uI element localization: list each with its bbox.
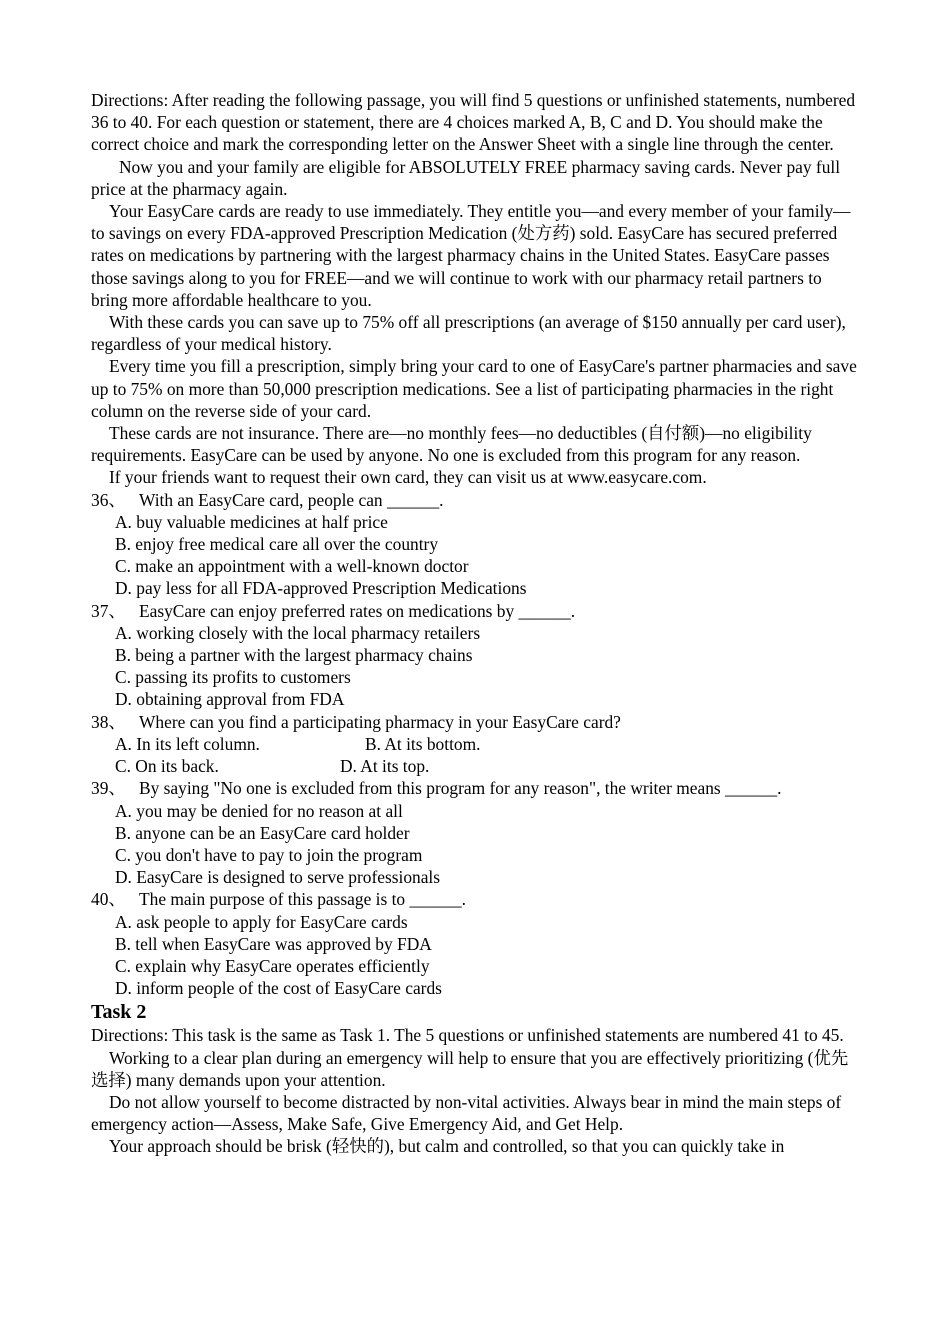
question-number: 39、: [91, 778, 126, 799]
options-row-ab: [91, 733, 862, 755]
question-37: [91, 600, 862, 622]
option-b: B. anyone can be an EasyCare card holder: [115, 822, 410, 843]
question-stem: With an EasyCare card, people can ______.: [139, 489, 444, 510]
option-d: D. obtaining approval from FDA: [115, 689, 345, 710]
option-b: B. enjoy free medical care all over the country: [115, 534, 439, 555]
question-number: 36、: [91, 489, 126, 510]
question-number: 38、: [91, 711, 126, 732]
question-stem: The main purpose of this passage is to ______.: [139, 889, 466, 910]
question-stem: Where can you find a participating pharmacy in your EasyCare card?: [139, 711, 621, 732]
question-stem: EasyCare can enjoy preferred rates on medications by ______.: [139, 600, 576, 621]
option-b: B. tell when EasyCare was approved by FDA: [115, 933, 432, 954]
option-c: C. make an appointment with a well-known doctor: [115, 556, 469, 577]
option-c: C. On its back.: [115, 756, 219, 777]
question-38: [91, 711, 862, 733]
option-a: A. you may be denied for no reason at all: [115, 800, 403, 821]
passage-paragraph-2: Your EasyCare cards are ready to use immediately. They entitle you—and every member of your family—to savings on every FDA-approved Prescription Medication (处方药) sold. EasyCare has secured preferred rates on medications by partnering with the largest pharmacy chains in the United States. EasyCare passes those savings along to you for FREE—and we will continue to work with our pharmacy retail partners to bring more affordable healthcare to you.: [91, 201, 851, 310]
option-b: B. At its bottom.: [365, 733, 481, 754]
question-39: [91, 777, 862, 799]
option-a: A. In its left column.: [115, 733, 260, 754]
task2-paragraph-2: Do not allow yourself to become distracted by non-vital activities. Always bear in mind the main steps of emergency action—Assess, Make Safe, Give Emergency Aid, and Get Help.: [91, 1091, 842, 1135]
option-b: B. being a partner with the largest pharmacy chains: [115, 645, 473, 666]
passage-paragraph-1: Now you and your family are eligible for ABSOLUTELY FREE pharmacy saving cards. Never pay full price at the pharmacy again.: [91, 156, 841, 199]
task2-heading: Task 2: [91, 1001, 147, 1024]
option-c: C. explain why EasyCare operates efficiently: [115, 955, 430, 976]
task1-directions: Directions: After reading the following passage, you will find 5 questions or unfinished statements, numbered 36 to 40. For each question or statement, there are 4 choices marked A, B, C and D. You should make the correct choice and mark the corresponding letter on the Answer Sheet with a single line through the center.: [91, 90, 856, 155]
option-d: D. EasyCare is designed to serve professionals: [115, 867, 441, 888]
passage-paragraph-6: If your friends want to request their own card, they can visit us at www.easycare.com.: [109, 467, 707, 488]
option-d: D. pay less for all FDA-approved Prescription Medications: [115, 578, 527, 599]
question-stem: By saying "No one is excluded from this program for any reason", the writer means ______.: [139, 778, 782, 799]
option-d: D. At its top.: [340, 756, 430, 777]
question-40: [91, 888, 862, 910]
option-a: A. working closely with the local pharmacy retailers: [115, 622, 481, 643]
task2-directions: Directions: This task is the same as Task 1. The 5 questions or unfinished statements are numbered 41 to 45.: [91, 1025, 844, 1046]
option-a: A. ask people to apply for EasyCare cards: [115, 911, 408, 932]
passage-paragraph-5: These cards are not insurance. There are—no monthly fees—no deductibles (自付额)—no eligibility requirements. EasyCare can be used by anyone. No one is excluded from this program for any reason.: [91, 423, 812, 466]
option-d: D. inform people of the cost of EasyCare cards: [115, 978, 442, 999]
question-36: [91, 489, 862, 511]
question-number: 37、: [91, 600, 126, 621]
options-row-cd: [91, 755, 862, 777]
question-number: 40、: [91, 889, 126, 910]
task2-paragraph-3: Your approach should be brisk (轻快的), but calm and controlled, so that you can quickly take in: [109, 1136, 785, 1157]
option-a: A. buy valuable medicines at half price: [115, 511, 388, 532]
passage-paragraph-4: Every time you fill a prescription, simply bring your card to one of EasyCare's partner pharmacies and save up to 75% on more than 50,000 prescription medications. See a list of participating pharmacies in the right column on the reverse side of your card.: [91, 356, 857, 421]
option-c: C. you don't have to pay to join the program: [115, 844, 423, 865]
option-c: C. passing its profits to customers: [115, 667, 351, 688]
passage-paragraph-3: With these cards you can save up to 75% off all prescriptions (an average of $150 annually per card user), regardless of your medical history.: [91, 312, 846, 355]
task2-paragraph-1: Working to a clear plan during an emergency will help to ensure that you are effectively prioritizing (优先选择) many demands upon your attention.: [91, 1047, 849, 1090]
